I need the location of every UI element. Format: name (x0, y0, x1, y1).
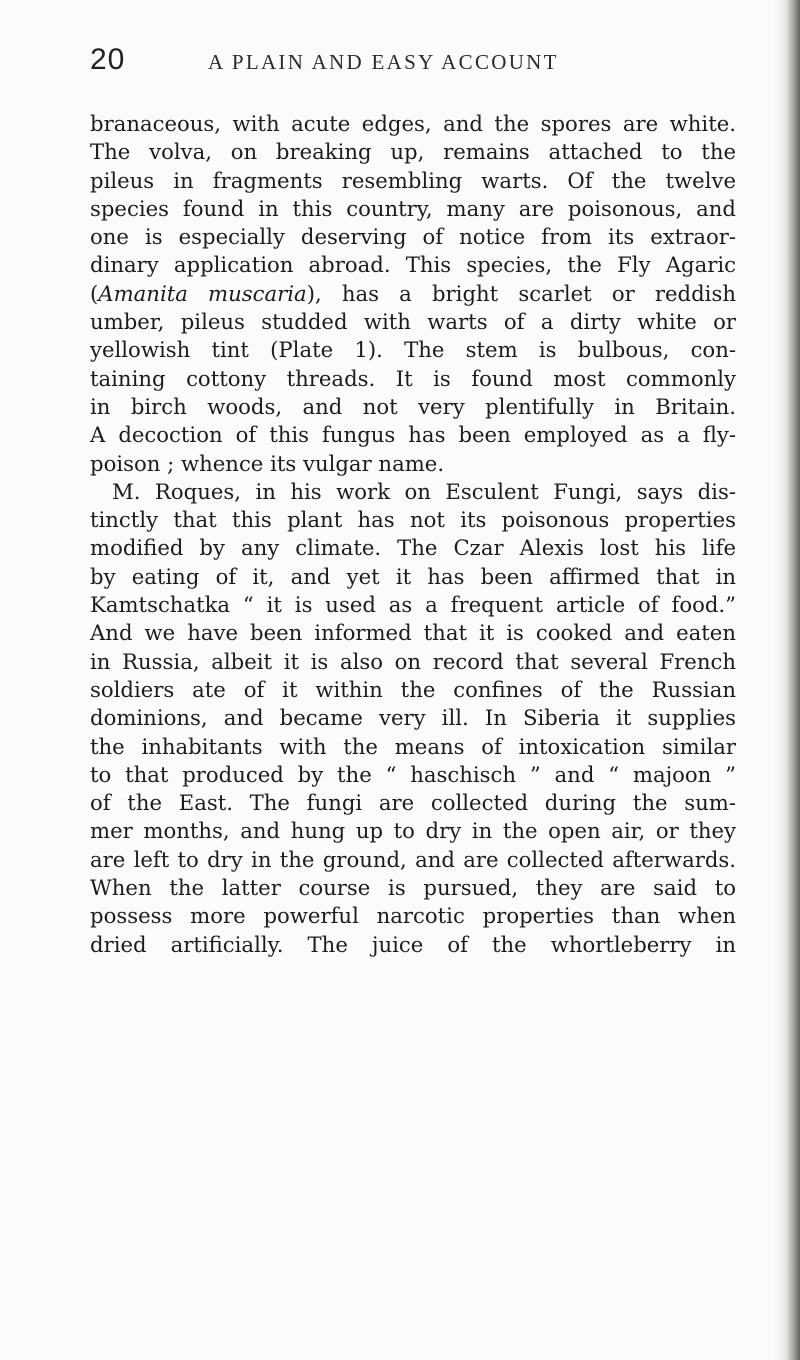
text-line: soldiers ate of it within the confines of the Russian (90, 676, 736, 702)
text-line: pileus in fragments resembling warts. Of the twelve (90, 167, 736, 193)
page-number: 20 (90, 43, 126, 76)
text-line: The volva, on breaking up, remains attached to the (90, 139, 736, 165)
text-line: the inhabitants with the means of intoxication similar (90, 733, 736, 759)
text-line-paragraph-end: poison ; whence its vulgar name. (90, 450, 445, 476)
text-line: mer months, and hung up to dry in the open air, or they (90, 818, 736, 844)
page-header (90, 40, 730, 90)
body-text (90, 110, 736, 959)
text-line: by eating of it, and yet it has been affirmed that in (90, 563, 736, 589)
text-line: (Amanita muscaria), has a bright scarlet or reddish (90, 280, 736, 306)
text-line: umber, pileus studded with warts of a dirty white or (90, 309, 736, 335)
text-line: dominions, and became very ill. In Siberia it supplies (90, 705, 736, 731)
page-edge-shadow (774, 0, 800, 1360)
text-line: of the East. The fungi are collected during the sum- (90, 790, 736, 816)
text-line: species found in this country, many are poisonous, and (90, 195, 736, 221)
text-line: dried artificially. The juice of the whortleberry in (90, 931, 736, 957)
text-line: yellowish tint (Plate 1). The stem is bulbous, con- (90, 337, 736, 363)
text-line: branaceous, with acute edges, and the spores are white. (90, 111, 736, 136)
text-line: modified by any climate. The Czar Alexis lost his life (90, 535, 736, 561)
text-line: to that produced by the “ haschisch ” and “ majoon ” (90, 761, 736, 787)
text-line-paragraph-start: M. Roques, in his work on Esculent Fungi, says dis- (112, 478, 736, 504)
text-line: Kamtschatka “ it is used as a frequent article of food.” (90, 592, 736, 618)
text-line: tinctly that this plant has not its poisonous properties (90, 507, 736, 533)
species-name-italic: Amanita muscaria (98, 280, 307, 306)
text-line: A decoction of this fungus has been employed as a fly- (90, 422, 736, 448)
text-line: taining cottony threads. It is found most commonly (90, 365, 736, 391)
running-head: A PLAIN AND EASY ACCOUNT (208, 50, 559, 74)
text-line: are left to dry in the ground, and are collected afterwards. (90, 846, 736, 872)
text-line: dinary application abroad. This species, the Fly Agaric (90, 252, 736, 278)
text-line: And we have been informed that it is cooked and eaten (90, 620, 736, 646)
text-line: in Russia, albeit it is also on record that several French (90, 648, 736, 674)
text-line: possess more powerful narcotic properties than when (90, 903, 736, 929)
text-line: one is especially deserving of notice from its extraor- (90, 224, 736, 250)
text-line: in birch woods, and not very plentifully in Britain. (90, 393, 736, 419)
text-line: When the latter course is pursued, they are said to (90, 875, 736, 901)
